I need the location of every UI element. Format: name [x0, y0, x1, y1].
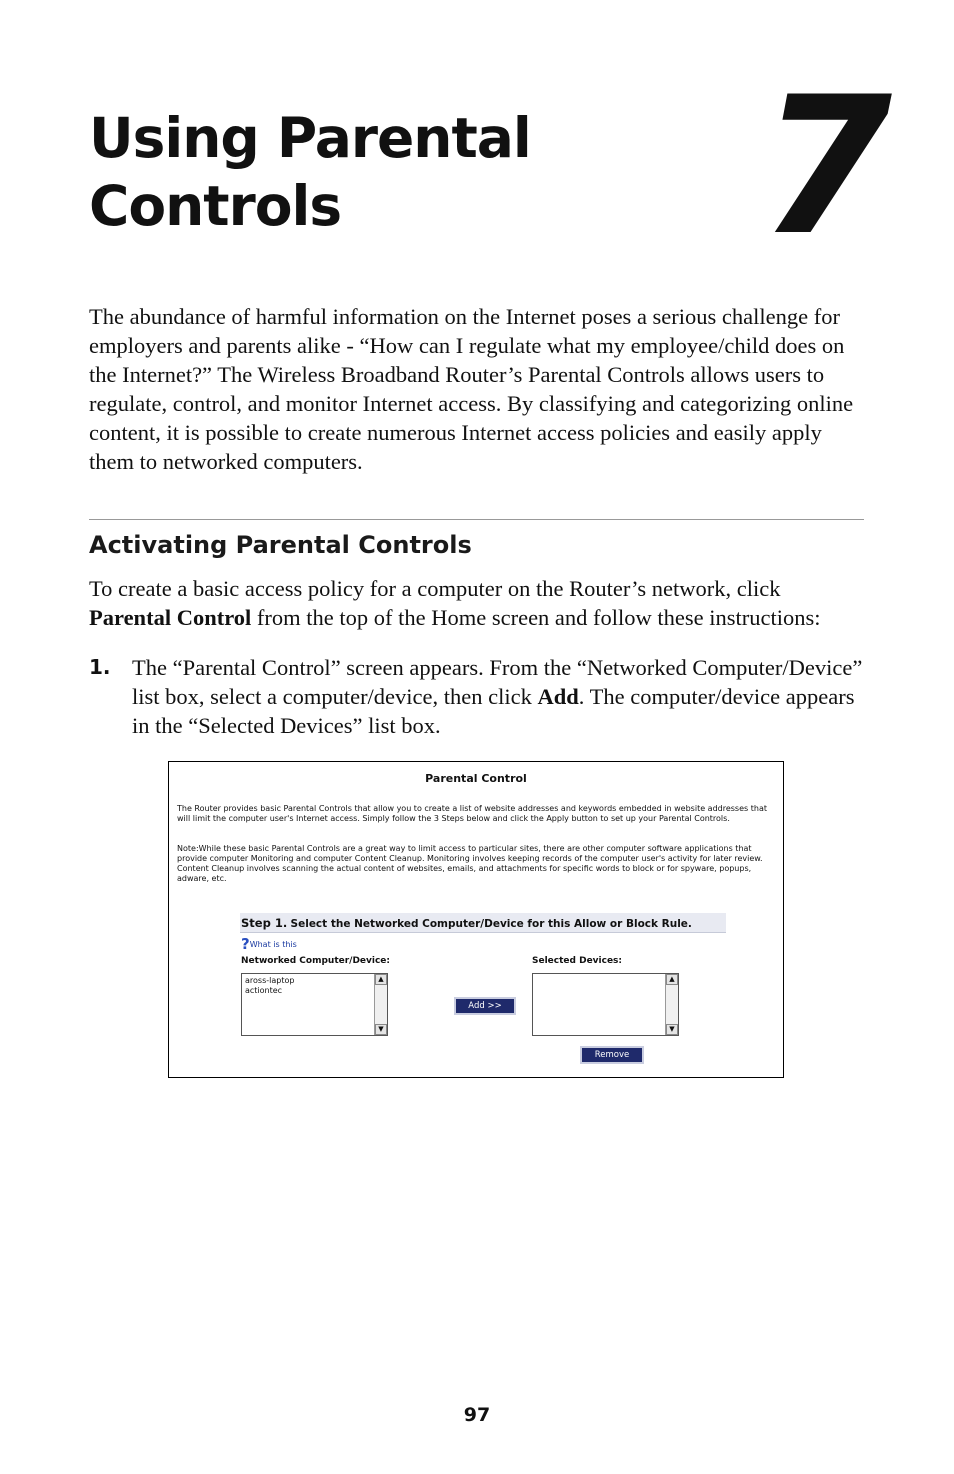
screenshot-note: Note:While these basic Parental Controls are a great way to limit access to particular sites, there are other computer software applications that provide computer Monitoring and computer Content Cleanup. Monitoring involves keeping records of the computer user's activity for later review. Content Cleanup involves scanning the actual content of websites, emails, and attachments for specific words to block or for spyware, popups, adware, etc.: [177, 844, 763, 883]
chapter-title: [89, 104, 531, 240]
step-text-bold: Add: [537, 684, 579, 709]
networked-device-items: [245, 976, 294, 996]
scroll-down-arrow-icon[interactable]: ▼: [375, 1024, 387, 1035]
chapter-title-line1: Using Parental: [89, 106, 531, 170]
screenshot-description: The Router provides basic Parental Controls that allow you to create a list of website addresses and keywords embedded in website addresses that will limit the computer user's Internet access. Simply follow the 3 Steps below and click the Apply button to set up your Parental Controls.: [177, 804, 767, 823]
what-is-this-label: What is this: [249, 940, 297, 949]
step-text-start: The “Parental Control” screen appears. From the “Networked Computer/Device” list box, select a computer/device, then click: [132, 655, 863, 709]
networked-device-label: Networked Computer/Device:: [241, 956, 391, 966]
screenshot-title: Parental Control: [425, 772, 527, 785]
what-is-this-link[interactable]: [241, 935, 297, 953]
step-bar: [240, 913, 726, 933]
networked-device-listbox[interactable]: [241, 973, 388, 1036]
scroll-down-arrow-icon[interactable]: ▼: [666, 1024, 678, 1035]
chapter-title-line2: Controls: [89, 174, 342, 238]
section-heading: Activating Parental Controls: [89, 531, 472, 559]
section-paragraph-start: To create a basic access policy for a computer on the Router’s network, click: [89, 576, 781, 601]
step-bar-text: Select the Networked Computer/Device for this Allow or Block Rule.: [290, 918, 692, 930]
chapter-number: 7: [760, 56, 887, 277]
list-item[interactable]: aross-laptop: [245, 976, 295, 985]
section-paragraph-end: from the top of the Home screen and follow these instructions:: [251, 605, 821, 630]
scroll-up-arrow-icon[interactable]: ▲: [375, 974, 387, 985]
add-button[interactable]: Add >>: [454, 997, 516, 1015]
scrollbar[interactable]: [374, 974, 387, 1035]
page-number: 97: [463, 1404, 491, 1426]
selected-devices-label: Selected Devices:: [532, 956, 623, 966]
section-paragraph: [89, 574, 864, 632]
scroll-up-arrow-icon[interactable]: ▲: [666, 974, 678, 985]
intro-paragraph: The abundance of harmful information on the Internet poses a serious challenge for employers and parents alike - “How can I regulate what my employee/child does on the Internet?” The Wireless Broadband Router’s Parental Controls allows users to regulate, control, and monitor Internet access. By classifying and categorizing online content, it is possible to create numerous Internet access policies and easily apply them to networked computers.: [89, 304, 854, 474]
step-bar-label: Step 1.: [241, 916, 288, 930]
step-text: [132, 653, 867, 740]
remove-button[interactable]: Remove: [580, 1046, 644, 1064]
section-divider: [89, 519, 864, 520]
parental-control-screenshot: [168, 761, 784, 1078]
section-paragraph-bold: Parental Control: [89, 605, 252, 630]
step-text-end: . The computer/device appears in the “Selected Devices” list box.: [132, 684, 855, 738]
help-question-icon: ?: [241, 935, 250, 953]
selected-devices-listbox[interactable]: [532, 973, 679, 1036]
scrollbar[interactable]: [665, 974, 678, 1035]
step-number: 1.: [89, 655, 111, 679]
list-item[interactable]: actiontec: [245, 986, 283, 995]
